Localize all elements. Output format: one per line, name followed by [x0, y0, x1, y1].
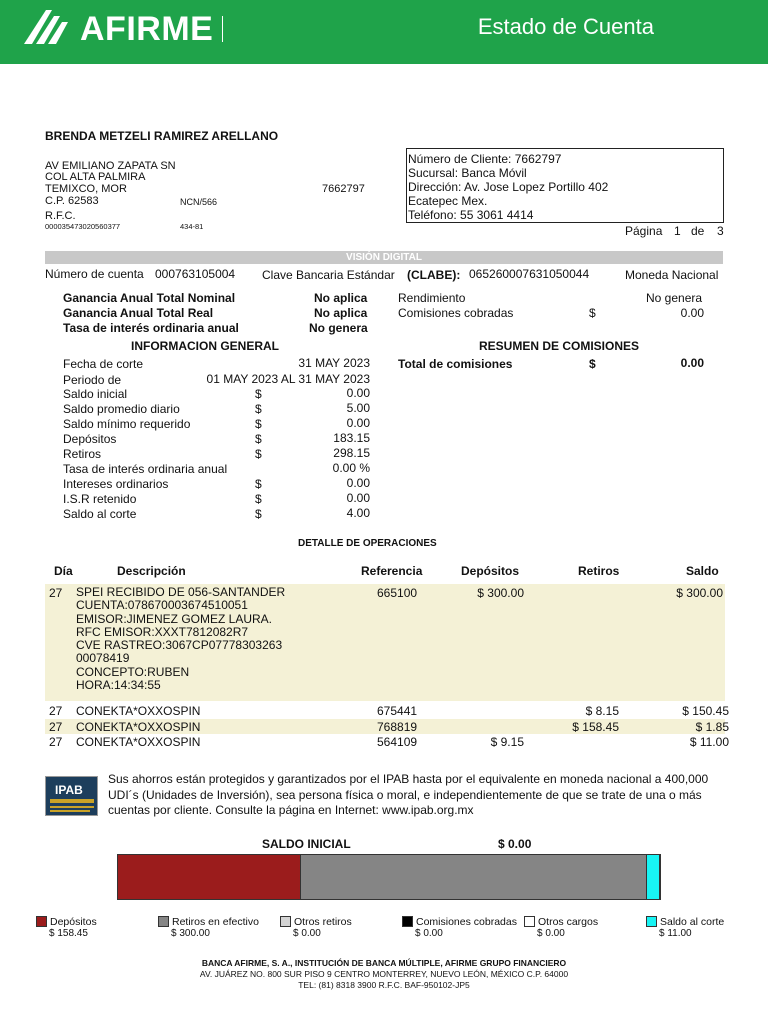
legend-label: Depósitos	[50, 916, 97, 928]
legend-value: $ 0.00	[537, 928, 565, 939]
info-general-value: 0.00	[346, 476, 370, 490]
col-referencia: Referencia	[361, 564, 423, 578]
row-reference: 768819	[377, 719, 418, 734]
client-rfc-code: 000035473020560377	[45, 222, 121, 231]
first-row-day: 27	[49, 586, 63, 600]
clabe-bold-label: (CLABE):	[407, 268, 461, 282]
legend-label: Comisiones cobradas	[416, 916, 517, 928]
row-day: 27	[49, 719, 63, 734]
page-label: Página	[625, 224, 663, 238]
row-deposit: $ 9.15	[490, 735, 524, 749]
page-of: de	[691, 224, 705, 238]
ipab-logo-text: IPAB	[55, 783, 83, 797]
info-general-currency: $	[255, 417, 262, 431]
info-line-phone: Teléfono: 55 3061 4414	[408, 208, 534, 222]
info-general-currency: $	[255, 387, 262, 401]
rendimiento-label: Rendimiento	[398, 291, 466, 305]
page-title: Estado de Cuenta	[477, 14, 654, 39]
col-descripcion: Descripción	[117, 564, 186, 578]
info-general-value: 183.15	[333, 431, 370, 445]
fecha-corte-value: 31 MAY 2023	[298, 356, 370, 370]
client-rfc-label: R.F.C.	[45, 210, 76, 222]
info-line-address: Dirección: Av. Jose Lopez Portillo 402	[408, 180, 609, 194]
page-current: 1	[674, 224, 681, 238]
col-dia: Día	[54, 564, 73, 578]
legend-label: Otros cargos	[538, 916, 599, 928]
info-general-label: Depósitos	[63, 432, 117, 446]
info-general-label: Retiros	[63, 447, 102, 461]
legend-value: $ 0.00	[415, 928, 443, 939]
legend-swatch	[402, 916, 413, 927]
header-divider	[222, 16, 223, 42]
col-retiros: Retiros	[578, 564, 620, 578]
ipab-logo	[45, 776, 98, 816]
client-address1: AV EMILIANO ZAPATA SN	[45, 160, 176, 172]
clabe-number: 065260007631050044	[469, 267, 590, 281]
resumen-title: RESUMEN DE COMISIONES	[479, 339, 640, 353]
info-general-currency: $	[255, 432, 262, 446]
info-general-label: Saldo mínimo requerido	[63, 417, 191, 431]
legend-swatch	[280, 916, 291, 927]
col-saldo: Saldo	[686, 564, 719, 578]
info-line-city: Ecatepec Mex.	[408, 194, 488, 208]
client-number: 7662797	[322, 183, 365, 195]
row-balance: $ 1.85	[695, 719, 729, 734]
fecha-corte-label: Fecha de corte	[63, 357, 144, 371]
legend-value: $ 300.00	[171, 928, 210, 939]
info-general-value: 0.00	[346, 416, 370, 430]
periodo-value: 01 MAY 2023 AL 31 MAY 2023	[206, 372, 370, 386]
row-balance: $ 150.45	[682, 704, 729, 718]
info-general-value: 0.00	[346, 491, 370, 505]
client-info-box	[406, 148, 724, 223]
total-comisiones-currency: $	[589, 357, 596, 371]
desc-line: 00078419	[76, 651, 130, 666]
info-general-currency: $	[255, 507, 262, 521]
tasa-value: No genera	[309, 321, 368, 335]
ganancia-nominal-value: No aplica	[314, 291, 368, 305]
ipab-logo-stripe	[50, 806, 94, 808]
footer-line1: BANCA AFIRME, S. A., INSTITUCIÓN DE BANCA MÚLTIPLE, AFIRME GRUPO FINANCIERO	[201, 958, 567, 968]
desc-line: CUENTA:078670003674510051	[76, 598, 248, 613]
info-general-value: 0.00 %	[332, 461, 370, 475]
clabe-label: Clave Bancaria Estándar	[262, 268, 395, 282]
detalle-title: DETALLE DE OPERACIONES	[298, 538, 437, 549]
account-number-label: Número de cuenta	[45, 267, 144, 281]
bar-segment-0	[118, 855, 301, 899]
stacked-bar-chart	[117, 854, 661, 900]
comisiones-value: 0.00	[680, 306, 704, 320]
first-row-description	[76, 586, 285, 692]
row-description: CONEKTA*OXXOSPIN	[76, 735, 201, 749]
info-general-label: Saldo promedio diario	[63, 402, 180, 416]
info-general-label: Intereses ordinarios	[63, 477, 169, 491]
info-line-branch: Sucursal: Banca Móvil	[408, 166, 527, 180]
first-row-balance: $ 300.00	[676, 586, 723, 600]
ipab-notice: Sus ahorros están protegidos y garantizados por el IPAB hasta por el equivalente en moneda nacional a 400,000 UDI´s (Unidades de Inversión), sea persona física o moral, e independientemente de que se trate de una o más cuentas por cliente. Consulte la página en Internet: www.ipab.org.mx	[108, 772, 709, 817]
currency: Moneda Nacional	[625, 268, 719, 282]
client-code1: NCN/566	[180, 197, 218, 207]
legend-label: Retiros en efectivo	[172, 916, 259, 928]
info-general-label: I.S.R retenido	[63, 492, 137, 506]
row-reference: 675441	[377, 704, 418, 718]
info-general-label: Saldo al corte	[63, 507, 137, 521]
comisiones-currency: $	[589, 306, 596, 320]
info-general-value: 4.00	[346, 506, 370, 520]
row-reference: 564109	[377, 735, 418, 749]
rendimiento-value: No genera	[646, 291, 703, 305]
client-address2: COL ALTA PALMIRA	[45, 171, 146, 183]
row-description: CONEKTA*OXXOSPIN	[76, 719, 201, 734]
ipab-logo-stripe	[50, 799, 94, 803]
bar-segment-1	[301, 855, 647, 899]
client-code2: 434-81	[180, 222, 204, 231]
legend-swatch	[524, 916, 535, 927]
first-row-deposit: $ 300.00	[477, 586, 524, 600]
info-line-client: Número de Cliente: 7662797	[408, 152, 562, 166]
info-general-label: Tasa de interés ordinaria anual	[63, 462, 228, 476]
legend-swatch	[646, 916, 657, 927]
desc-line: CVE RASTREO:3067CP07778303263	[76, 638, 283, 653]
chart-title-value: $ 0.00	[498, 837, 532, 851]
info-general-value: 298.15	[333, 446, 370, 460]
info-general-label: Saldo inicial	[63, 387, 128, 401]
page-total: 3	[717, 224, 724, 238]
desc-line: RFC EMISOR:XXXT7812082R7	[76, 624, 249, 639]
vision-digital-bar: VISIÓN DIGITAL	[45, 251, 723, 264]
comisiones-label: Comisiones cobradas	[398, 306, 514, 320]
desc-line: SPEI RECIBIDO DE 056-SANTANDER	[76, 585, 286, 599]
ganancia-nominal-label: Ganancia Anual Total Nominal	[63, 291, 236, 305]
legend-label: Otros retiros	[294, 916, 352, 928]
footer-line2: AV. JUÁREZ NO. 800 SUR PISO 9 CENTRO MONTERREY, NUEVO LEÓN, MÉXICO C.P. 64000	[199, 969, 569, 979]
legend-value: $ 11.00	[659, 928, 692, 939]
legend-value: $ 0.00	[293, 928, 321, 939]
account-number: 000763105004	[155, 267, 236, 281]
row-day: 27	[49, 735, 63, 749]
info-general-currency: $	[255, 447, 262, 461]
ipab-logo-stripe	[50, 810, 90, 812]
info-general-currency: $	[255, 477, 262, 491]
periodo-label: Periodo de	[63, 373, 122, 387]
ganancia-real-label: Ganancia Anual Total Real	[63, 306, 214, 320]
row-description: CONEKTA*OXXOSPIN	[76, 704, 201, 718]
tasa-label: Tasa de interés ordinaria anual	[63, 321, 239, 335]
header-bar	[0, 0, 768, 64]
ganancia-real-value: No aplica	[314, 306, 368, 320]
desc-line: CONCEPTO:RUBEN	[76, 664, 190, 679]
total-comisiones-value: 0.00	[680, 356, 704, 370]
afirme-logo-icon	[22, 8, 72, 46]
info-general-currency: $	[255, 492, 262, 506]
footer-line3: TEL: (81) 8318 3900 R.F.C. BAF-950102-JP5	[298, 980, 470, 990]
legend-label: Saldo al corte	[660, 916, 725, 928]
col-depositos: Depósitos	[461, 564, 520, 578]
client-cp: C.P. 62583	[45, 195, 99, 207]
brand-name: AFIRME	[80, 10, 214, 48]
info-general-value: 5.00	[346, 401, 370, 415]
desc-line: EMISOR:JIMENEZ GOMEZ LAURA.	[76, 611, 273, 626]
row-day: 27	[49, 704, 63, 718]
chart-title: SALDO INICIAL	[262, 837, 351, 851]
first-row-reference: 665100	[377, 586, 418, 600]
info-general-title: INFORMACION GENERAL	[131, 339, 279, 353]
client-city: TEMIXCO, MOR	[45, 183, 127, 195]
total-comisiones-label: Total de comisiones	[398, 357, 513, 371]
row-balance: $ 11.00	[689, 735, 729, 749]
info-general-value: 0.00	[346, 386, 370, 400]
info-general-currency: $	[255, 402, 262, 416]
legend-swatch	[36, 916, 47, 927]
legend-swatch	[158, 916, 169, 927]
row-withdrawal: $ 158.45	[572, 719, 619, 734]
row-withdrawal: $ 8.15	[585, 704, 619, 718]
client-name: BRENDA METZELI RAMIREZ ARELLANO	[45, 129, 279, 143]
bar-segment-5	[647, 855, 660, 899]
desc-line: HORA:14:34:55	[76, 678, 161, 693]
legend-value: $ 158.45	[49, 928, 88, 939]
